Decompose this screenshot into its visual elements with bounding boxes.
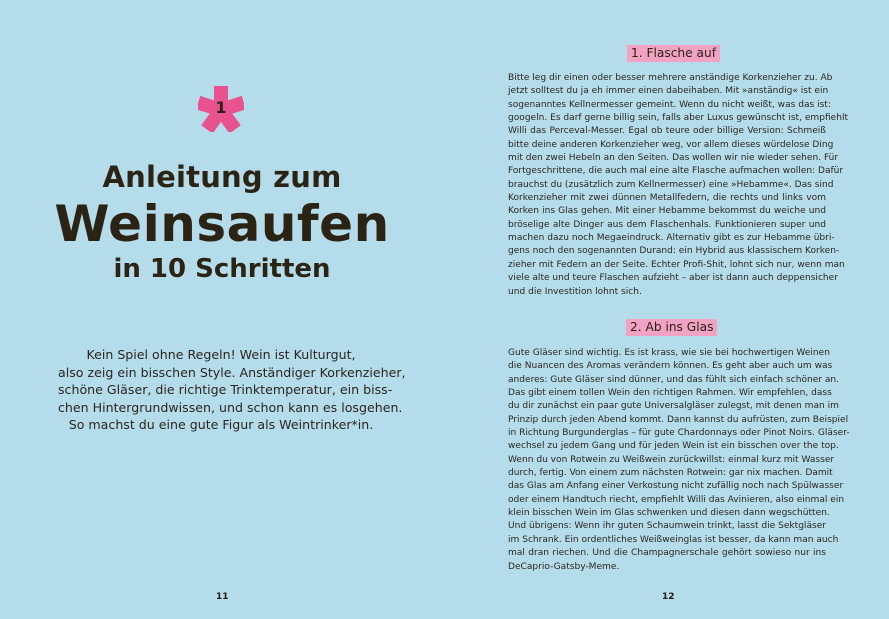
body-line: brauchst du (zusätzlich zum Kellnermesser) eine »Hebamme«. Das sind [508,179,834,190]
body-line: Fortgeschrittene, die auch mal eine alte Flasche aufmachen wollen: Dafür [508,166,844,177]
body-line: Willi das Perceval-Messer. Egal ob teure oder billige Version: Schmeiß [508,126,826,137]
body-line: in Richtung Burgunderglas – für gute Chardonnays oder Pinot Noirs. Gläser- [508,428,850,439]
body-line: jetzt solltest du ja eh immer einen dabeihaben. Mit »anständig« ist ein [508,86,829,97]
body-line: klein bisschen Wein im Glas schwenken und diesen dann wegschütten. [508,508,830,519]
body-line: Gute Gläser sind wichtig. Es ist krass, wie sie bei hochwertigen Weinen [508,348,830,358]
body-line: wechsel zu jedem Gang und für jeden Wein ist ein bisschen over the top. [508,441,839,452]
title-line-3: in 10 Schritten [113,254,331,284]
body-line: Prinzip durch jeden Abend kommt. Dann kannst du aufrüsten, zum Beispiel [508,414,849,425]
title-line-1: Anleitung zum [102,160,342,194]
body-line: viele alte und teure Flaschen aufzieht – aber ist dann auch deppensicher [508,273,838,284]
body-line: Bitte leg dir einen oder besser mehrere anständige Korkenzieher zu. Ab [508,73,833,83]
body-line: machen dazu noch Megaeindruck. Alternativ gibt es zur Hebamme übri- [508,233,835,244]
intro-line: So machst du eine gute Figur als Weintrinker*in. [68,417,374,433]
body-line: googeln. Es darf gerne billig sein, falls aber Luxus gewünscht ist, empfiehlt [508,113,849,124]
body-line: anderes: Gute Gläser sind dünner, und das fühlt sich einfach schöner an. [508,374,840,385]
body-line: DeCaprio-Gatsby-Meme. [508,561,620,572]
left-page [0,0,444,619]
body-line: und die Investition lohnt sich. [508,286,642,297]
body-line: Wenn du von Rotwein zu Weißwein zurückwillst: einmal kurz mit Wasser [508,454,835,465]
body-line: sogenanntes Kellnermesser gemeint. Wenn du nicht weißt, was das ist: [508,99,831,110]
body-line: mit den zwei Hebeln an den Seiten. Das wollen wir nie wieder sehen. Für [508,153,839,164]
body-line: zieher mit Federn an der Seite. Echter Profi-Shit, lohnt sich nur, wenn man [508,259,845,270]
intro-line: chen Hintergrundwissen, und schon kann es losgehen. [58,399,403,415]
body-line: Korkenzieher mit zwei dünnen Metallfedern, die rechts und links vom [508,193,826,204]
page-number-right: 12 [662,592,675,602]
body-line: gens noch den sogenannten Durand: ein Hybrid aus klassischem Korken- [508,246,840,257]
page-number-left: 11 [216,592,229,602]
body-line: mal dran riechen. Und die Champagnerschale gehört sowieso nur ins [508,548,826,559]
intro-paragraph [58,346,406,434]
section-body-1 [508,72,849,299]
body-line: im Schrank. Ein ordentliches Weißweinglas ist besser, da kann man auch [508,534,839,545]
body-line: bröselige alte Dinger aus dem Flaschenhals. Funktionieren super und [508,219,826,230]
section-heading-1: 1. Flasche auf [627,45,720,62]
body-line: Das gibt einem tollen Wein den richtigen Rahmen. Wir empfehlen, dass [508,388,832,399]
section-heading-2: 2. Ab ins Glas [626,319,717,336]
section-body-2 [508,347,850,574]
body-line: bitte deine anderen Korkenzieher weg, vor allem dieses würdelose Ding [508,139,834,150]
intro-line: schöne Gläser, die richtige Trinktemperatur, ein biss- [58,382,393,398]
body-line: du dir zunächst ein paar gute Universalgläser zulegst, mit denen man im [508,401,839,412]
body-line: oder einem Handtuch riecht, empfiehlt Willi das Avinieren, also einmal ein [508,494,845,505]
chapter-number: 1 [215,98,227,117]
body-line: durch, fertig. Von einem zum nächsten Rotwein: gar nix machen. Damit [508,468,833,479]
body-line: die Nuancen des Aromas verändern können. Es geht aber auch um was [508,361,833,372]
title-line-2: Weinsaufen [54,195,390,253]
body-line: Korken ins Glas gehen. Mit einer Hebamme bekommst du weiche und [508,206,826,217]
body-line: das Glas am Anfang einer Verkostung nicht zufällig noch nach Spülwasser [508,481,844,492]
chapter-marker [198,86,244,132]
intro-line: Kein Spiel ohne Regeln! Wein ist Kulturgut, [86,347,356,362]
intro-line: also zeig ein bisschen Style. Anständiger Korkenzieher, [58,364,406,380]
body-line: Und übrigens: Wenn ihr guten Schaumwein trinkt, lasst die Sektgläser [508,521,826,532]
